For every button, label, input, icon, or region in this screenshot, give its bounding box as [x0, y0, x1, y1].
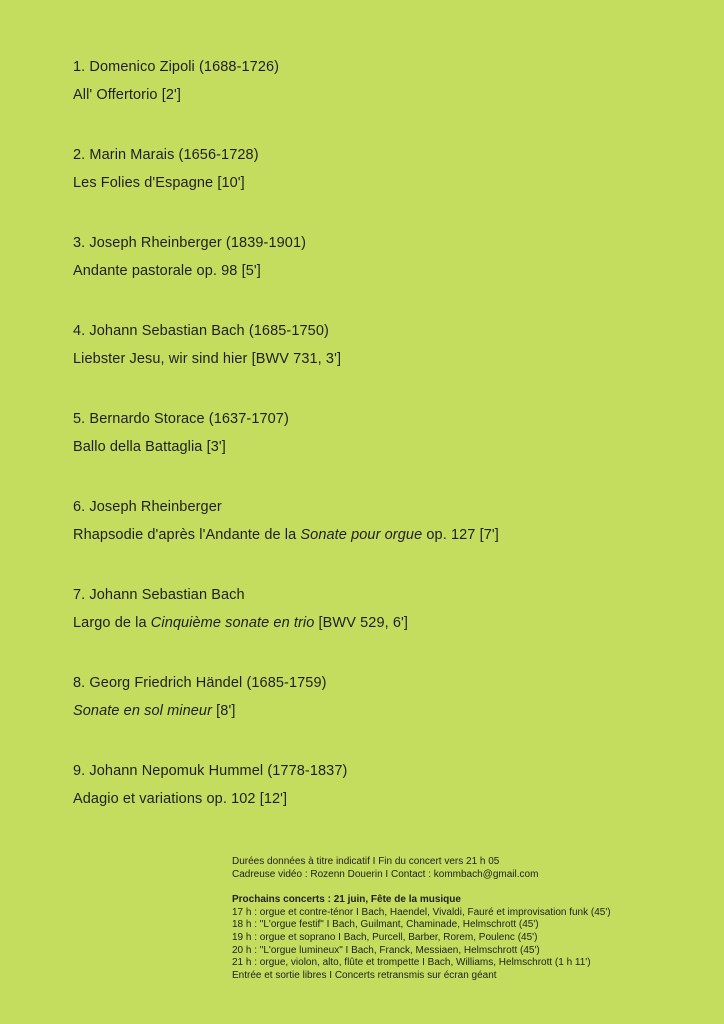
footer-info	[232, 856, 702, 982]
work-title	[73, 701, 693, 721]
work-title	[73, 85, 693, 105]
program-item	[73, 233, 693, 319]
contact-line: Cadreuse vidéo : Rozenn Douerin I Contact : kommbach@gmail.com	[232, 868, 539, 880]
composer-line: 9. Johann Nepomuk Hummel (1778-1837)	[73, 763, 348, 779]
program-item	[73, 57, 693, 143]
composer-line: 2. Marin Marais (1656-1728)	[73, 147, 259, 163]
program-item	[73, 761, 693, 847]
composer-line: 3. Joseph Rheinberger (1839-1901)	[73, 235, 307, 251]
composer-line: 5. Bernardo Storace (1637-1707)	[73, 411, 289, 427]
next-concert-line: 20 h : "L'orgue lumineux" I Bach, Franck, Messiaen, Helmschrott (45')	[232, 944, 540, 956]
composer-line: 8. Georg Friedrich Händel (1685-1759)	[73, 675, 327, 691]
work-title	[73, 349, 693, 369]
work-title	[73, 173, 693, 193]
work-text-italic: Sonate pour orgue	[300, 527, 423, 543]
spacer	[232, 881, 702, 894]
program-item	[73, 145, 693, 231]
work-text: Ballo della Battaglia [3']	[73, 439, 226, 455]
work-title	[73, 525, 693, 545]
next-concert-line: 18 h : "L'orgue festif" I Bach, Guilmant, Chaminade, Helmschrott (45')	[232, 919, 539, 931]
duration-note: Durées données à titre indicatif I Fin du concert vers 21 h 05	[232, 856, 500, 867]
work-text: Adagio et variations op. 102 [12']	[73, 791, 288, 807]
program-item	[73, 409, 693, 495]
work-text: [BWV 529, 6']	[314, 615, 409, 631]
work-text: Largo de la	[73, 615, 151, 631]
composer-line: 4. Johann Sebastian Bach (1685-1750)	[73, 323, 329, 339]
work-text: op. 127 [7']	[422, 527, 499, 543]
work-text: Les Folies d'Espagne [10']	[73, 175, 245, 191]
next-concert-line: 17 h : orgue et contre-ténor I Bach, Haendel, Vivaldi, Fauré et improvisation funk (45')	[232, 906, 611, 918]
work-title	[73, 261, 693, 281]
work-title	[73, 613, 693, 633]
next-concert-line: 19 h : orgue et soprano I Bach, Purcell, Barber, Rorem, Poulenc (45')	[232, 931, 538, 943]
work-title	[73, 789, 693, 809]
concert-program	[73, 55, 693, 847]
work-text: Rhapsodie d'après l'Andante de la	[73, 527, 301, 543]
work-text: [8']	[212, 703, 236, 719]
next-concerts-title: Prochains concerts : 21 juin, Fête de la musique	[232, 894, 461, 906]
program-item	[73, 585, 693, 671]
composer-line: 1. Domenico Zipoli (1688-1726)	[73, 59, 280, 75]
work-text: Liebster Jesu, wir sind hier [BWV 731, 3']	[73, 351, 342, 367]
next-concert-line: 21 h : orgue, violon, alto, flûte et trompette I Bach, Williams, Helmschrott (1 h 11')	[232, 957, 591, 969]
work-text-italic: Sonate en sol mineur	[73, 703, 213, 719]
composer-line: 6. Joseph Rheinberger	[73, 499, 222, 515]
program-item	[73, 497, 693, 583]
composer-line: 7. Johann Sebastian Bach	[73, 587, 245, 603]
work-text-italic: Cinquième sonate en trio	[150, 615, 315, 631]
program-item	[73, 321, 693, 407]
work-text: All' Offertorio [2']	[73, 87, 182, 103]
work-text: Andante pastorale op. 98 [5']	[73, 263, 261, 279]
program-item	[73, 673, 693, 759]
work-title	[73, 437, 693, 457]
closing-line: Entrée et sortie libres I Concerts retransmis sur écran géant	[232, 969, 497, 981]
